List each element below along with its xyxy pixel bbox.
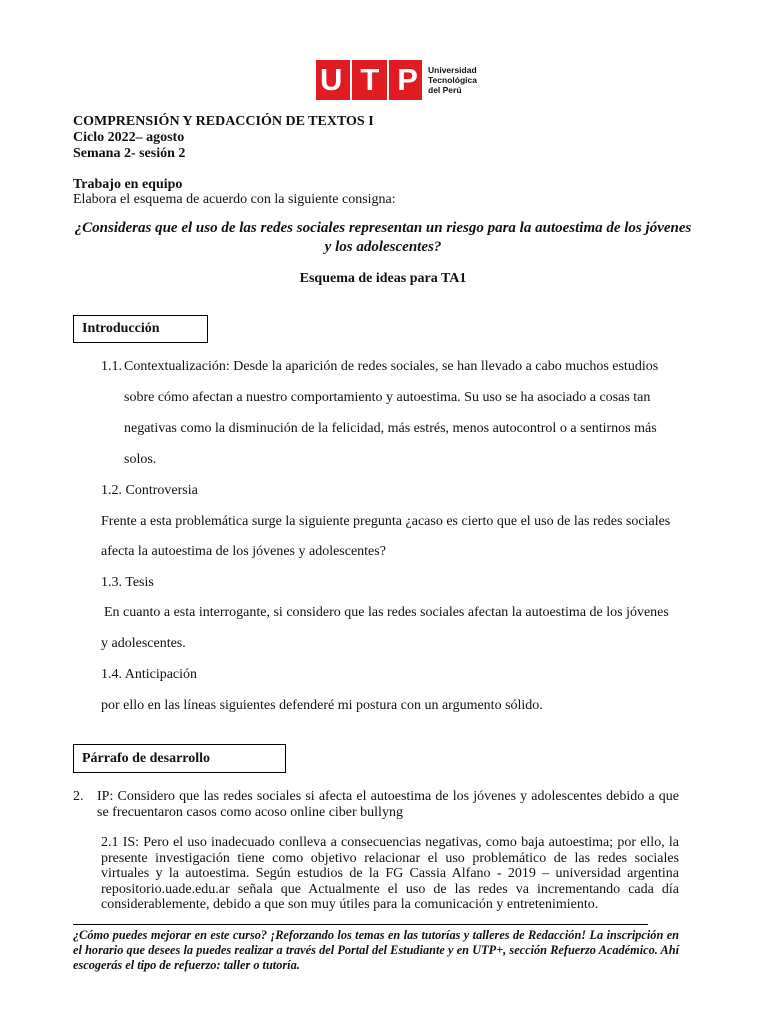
development-label-text: Párrafo de desarrollo (82, 750, 211, 766)
section-1-1-line-1: Contextualización: Desde la aparición de redes sociales, se han llevado a cabo muchos estudios (124, 359, 659, 374)
footer-divider (73, 924, 648, 925)
section-1-2-heading: 1.2. Controversia (101, 483, 198, 498)
section-1-2-line-1: Frente a esta problemática surge la siguiente pregunta ¿acaso es cierto que el uso de las redes sociales (101, 514, 671, 529)
section-1-2-line-2: afecta la autoestima de los jóvenes y adolescentes? (101, 544, 386, 559)
course-title: COMPRENSIÓN Y REDACCIÓN DE TEXTOS I (73, 114, 374, 129)
esquema-title: Esquema de ideas para TA1 (299, 271, 467, 286)
section-1-1-line-2: sobre cómo afectan a nuestro comportamiento y autoestima. Su uso se ha asociado a cosas tan (124, 390, 651, 405)
section-1-4-heading: 1.4. Anticipación (101, 667, 198, 682)
logo-separator (387, 60, 389, 100)
intro-section-label (73, 315, 208, 343)
logo-letter-p: P (397, 62, 418, 97)
section-1-1-number: 1.1. (101, 359, 122, 374)
development-item-number: 2. (73, 789, 84, 804)
development-main-idea: IP: Considero que las redes sociales si afecta el autoestima de los jóvenes y adolescentes debido a que se frecuentaron casos como acoso online ciber bullyng (97, 789, 679, 820)
course-week: Semana 2- sesión 2 (73, 146, 186, 161)
logo-line-2: Tecnológica (428, 75, 477, 85)
utp-logo (316, 60, 477, 100)
logo-line-3: del Perú (428, 85, 462, 95)
logo-university-name (428, 65, 477, 95)
development-secondary-idea: 2.1 IS: Pero el uso inadecuado conlleva a consecuencias negativas, como baja autoestima; por ello, la presente investigación tiene como objetivo relacionar el uso problemático de las redes sociales virtuales y la autoestima. Según estudios de la FG Cassia Alfano - 2019 – universidad argentina repositorio.uade.edu.ar señala que Actualmente el uso de las redes va incrementando cada día considerablemente, debido a que son muy útiles para la comunicación y entretenimiento. (101, 835, 679, 912)
intro-label-text: Introducción (82, 321, 160, 336)
section-1-3-heading: 1.3. Tesis (101, 575, 154, 590)
logo-letter-t: T (360, 62, 380, 97)
assignment-title: Trabajo en equipo (73, 177, 183, 192)
logo-letter-u: U (319, 62, 343, 97)
development-section-label (73, 744, 286, 773)
section-1-1-line-4: solos. (124, 452, 157, 467)
footer-note: ¿Cómo puedes mejorar en este curso? ¡Reforzando los temas en las tutorías y talleres de Redacción! La inscripción en el horario que desees la puedes realizar a través del Portal del Estudiante y en UTP+, sección Refuerzo Académico. Ahí escogerás el tipo de refuerzo: taller o tutoría. (73, 928, 679, 972)
assignment-instruction: Elabora el esquema de acuerdo con la siguiente consigna: (73, 192, 396, 207)
section-1-1-line-3: negativas como la disminución de la felicidad, más estrés, menos autocontrol o a sentirnos más (124, 421, 657, 436)
logo-separator (350, 60, 352, 100)
section-1-4-text: por ello en las líneas siguientes defenderé mi postura con un argumento sólido. (101, 698, 543, 713)
section-1-3-line-1: En cuanto a esta interrogante, si considero que las redes sociales afectan la autoestima de los jóvenes (104, 605, 669, 620)
logo-mark (316, 60, 422, 100)
logo-line-1: Universidad (428, 65, 477, 75)
section-1-3-line-2: y adolescentes. (101, 636, 186, 651)
course-cycle: Ciclo 2022– agosto (73, 130, 185, 145)
main-question: ¿Consideras que el uso de las redes sociales representan un riesgo para la autoestima de los jóvenes y los adolescentes? (74, 220, 692, 255)
